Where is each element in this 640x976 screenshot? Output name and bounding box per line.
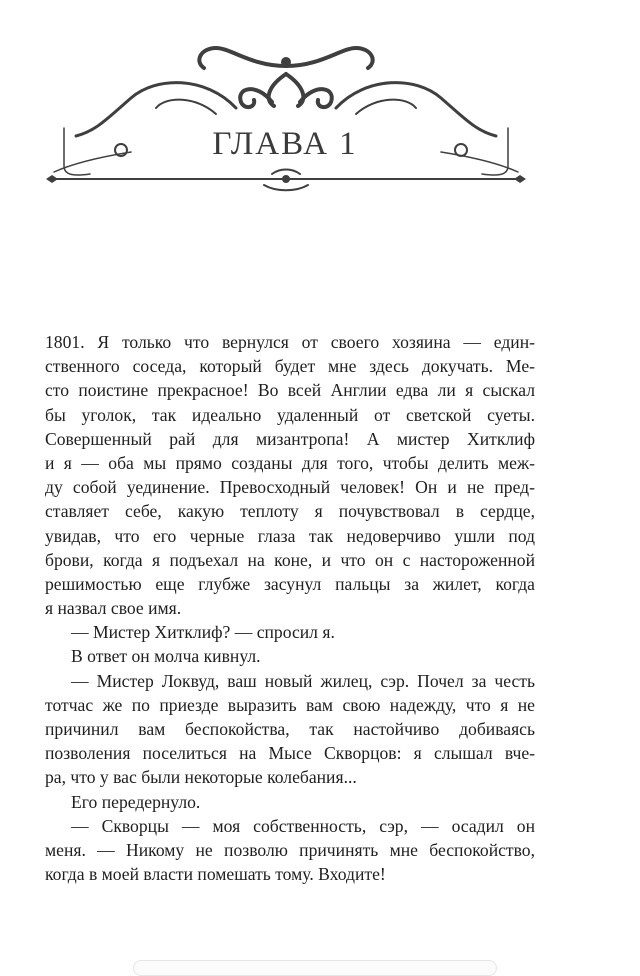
text-line: 1801. Я только что вернулся от своего хозяина — един-: [45, 332, 535, 352]
text-line: — Мистер Хитклиф? — спросил я.: [71, 622, 335, 643]
text-line: я назвал свое имя.: [45, 598, 182, 619]
text-line: Его передернуло.: [71, 791, 201, 812]
text-line: Совершенный рай для мизантропа! А мистер Хитклиф: [45, 428, 535, 449]
chapter-header-ornament: [36, 36, 536, 196]
text-line: тотчас же по приезде выразить вам свою надежду, что я не: [45, 694, 535, 715]
text-line: ственного соседа, который будет мне здесь докучать. Ме-: [45, 356, 535, 377]
bottom-toolbar-edge[interactable]: [133, 960, 497, 976]
text-line: решимостью еще глубже засунул пальцы за жилет, когда: [45, 573, 535, 594]
text-line: когда в моей власти помешать тому. Входите!: [45, 864, 386, 885]
chapter-text: [45, 330, 535, 886]
text-line: В ответ он молча кивнул.: [71, 646, 261, 667]
text-line: и я — оба мы прямо созданы для того, чтобы делить меж-: [45, 452, 535, 473]
scroll-divider-icon: [36, 36, 536, 196]
text-line: причинил вам беспокойства, так настойчиво добиваясь: [45, 719, 535, 739]
text-line: ставляет себе, какую теплоту я почувствовал в сердце,: [45, 501, 535, 522]
text-line: меня. — Никому не позволю причинять мне беспокойство,: [45, 839, 535, 860]
text-line: — Мистер Локвуд, ваш новый жилец, сэр. Почел за честь: [71, 670, 535, 691]
text-line: ду собой уединение. Превосходный человек! Он и не пред-: [45, 477, 535, 498]
text-line: сто поистине прекрасное! Во всей Англии едва ли я сыскал: [45, 380, 535, 401]
text-line: брови, когда я подъехал на коне, и что он с настороженной: [45, 549, 535, 570]
text-line: — Скворцы — моя собственность, сэр, — осадил он: [71, 815, 535, 836]
text-line: ра, что у вас были некоторые колебания...: [45, 767, 357, 788]
text-line: бы уголок, так идеально удаленный от светской суеты.: [45, 404, 535, 425]
text-line: позволения поселиться на Мысе Скворцов: я слышал вче-: [45, 743, 535, 764]
chapter-title: ГЛАВА 1: [212, 126, 358, 162]
text-line: увидав, что его черные глаза так недоверчиво ушли под: [45, 525, 535, 546]
